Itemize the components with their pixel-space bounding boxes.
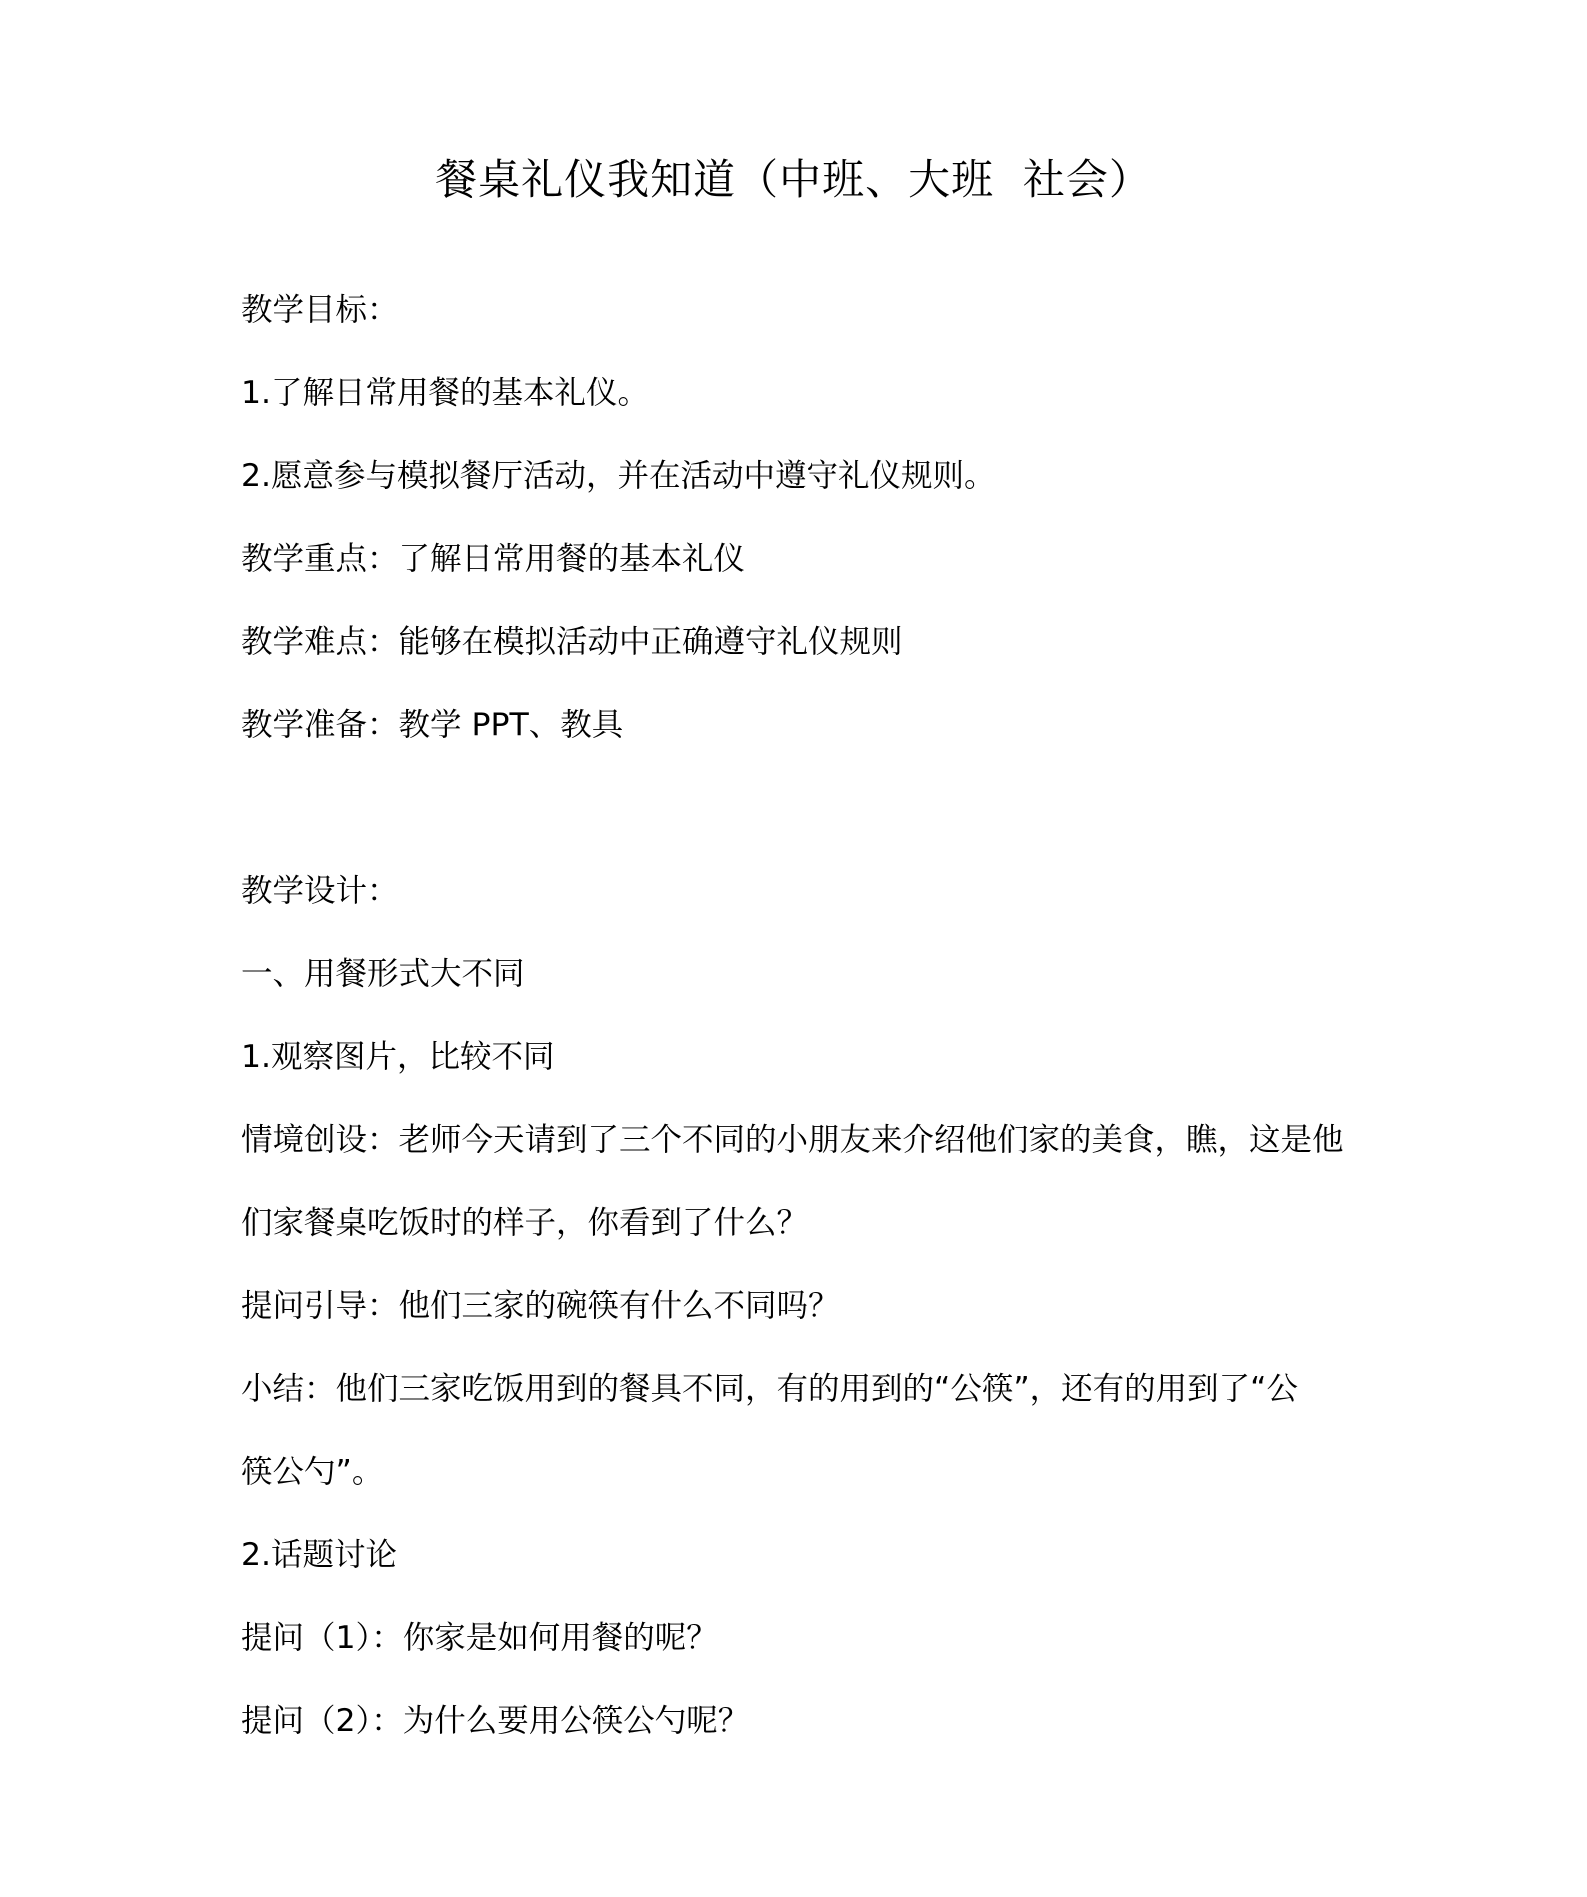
objective-item-2: 2.愿意参与模拟餐厅活动，并在活动中遵守礼仪规则。 bbox=[241, 458, 996, 494]
section-one-heading: 一、用餐形式大不同 bbox=[241, 956, 525, 992]
guiding-question: 提问引导：他们三家的碗筷有什么不同吗？ bbox=[241, 1288, 840, 1324]
discussion-question-1: 提问（1）：你家是如何用餐的呢？ bbox=[241, 1620, 718, 1656]
summary-line-1: 小结：他们三家吃饭用到的餐具不同，有的用到的“公筷”，还有的用到了“公 bbox=[241, 1371, 1298, 1407]
discussion-question-2: 提问（2）：为什么要用公筷公勺呢？ bbox=[241, 1703, 750, 1739]
preparation: 教学准备：教学 PPT、教具 bbox=[241, 707, 624, 743]
scenario-line-1: 情境创设：老师今天请到了三个不同的小朋友来介绍他们家的美食，瞧，这是他 bbox=[241, 1122, 1344, 1158]
key-point: 教学重点：了解日常用餐的基本礼仪 bbox=[241, 541, 746, 577]
design-heading: 教学设计： bbox=[241, 873, 399, 909]
summary-line-2: 筷公勺”。 bbox=[241, 1454, 384, 1490]
objectives-heading: 教学目标： bbox=[241, 292, 399, 328]
part1-heading: 1.观察图片，比较不同 bbox=[241, 1039, 555, 1075]
scenario-line-2: 们家餐桌吃饭时的样子，你看到了什么？ bbox=[241, 1205, 809, 1241]
document-title: 餐桌礼仪我知道（中班、大班 社会） bbox=[435, 155, 1152, 204]
part2-heading: 2.话题讨论 bbox=[241, 1537, 398, 1573]
objective-item-1: 1.了解日常用餐的基本礼仪。 bbox=[241, 375, 650, 411]
difficulty: 教学难点：能够在模拟活动中正确遵守礼仪规则 bbox=[241, 624, 903, 660]
